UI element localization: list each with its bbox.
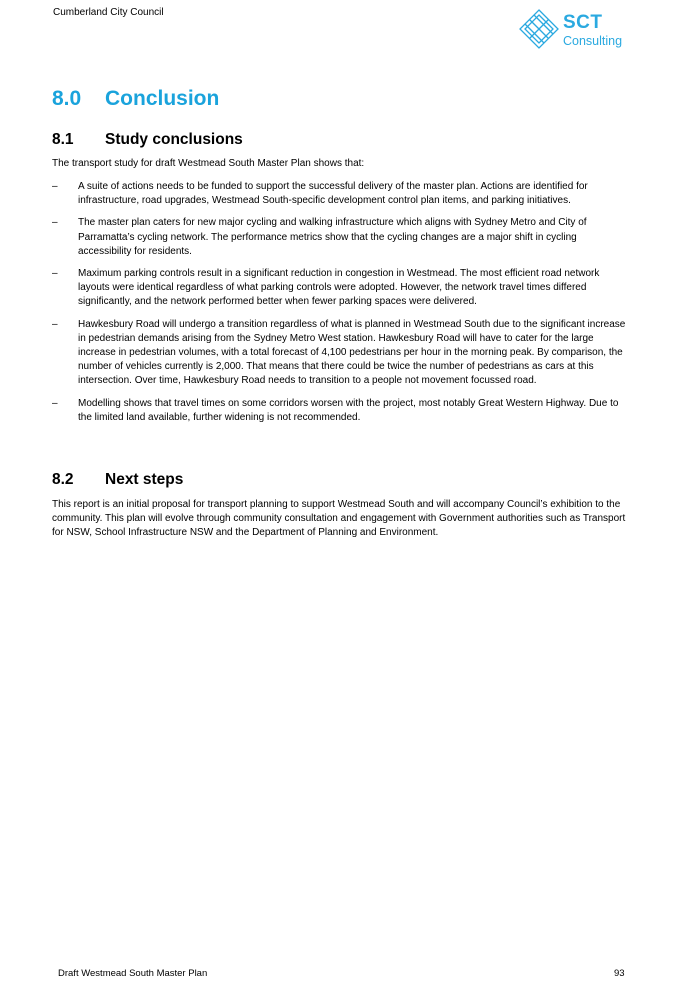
study-intro-paragraph: The transport study for draft Westmead South Master Plan shows that: xyxy=(52,158,365,169)
bullet-dash: – xyxy=(52,181,58,192)
bullet-dash: – xyxy=(52,318,58,330)
list-item xyxy=(52,267,632,310)
next-steps-paragraph: This report is an initial proposal for transport planning to support Westmead South and will accompany Council’s exhibition to the community. This plan will evolve through community consultation and engagement with Government authorities such as Transport for NSW, School Infrastructure NSW and the Department of Planning and Environment. xyxy=(52,499,626,539)
list-item-text: Hawkesbury Road will undergo a transition regardless of what is planned in Westmead South due to the significant increase in pedestrian demands arising from the Sydney Metro West station. Hawkesbury Road will have to cater for the large increase in pedestrian volumes, with a total forecast of 4,100 pedestrians per hour in the morning peak. By comparison, the number of vehicles currently is 2,000. That means that there could be twice the number of pedestrians as cars at this intersection. Over time, Hawkesbury Road needs to transition to a people not movement focussed road. xyxy=(78,318,626,387)
list-item xyxy=(52,397,632,425)
subsection-title: Next steps xyxy=(105,471,184,488)
list-item-text: A suite of actions needs to be funded to support the successful delivery of the master plan. Actions are identified for infrastructure, road upgrades, Westmead South-specific development control plan items, and parking initiatives. xyxy=(78,181,588,207)
logo-brand: SCT xyxy=(563,12,603,33)
section-heading xyxy=(52,87,219,111)
conclusions-list xyxy=(52,180,632,433)
footer-document-title: Draft Westmead South Master Plan xyxy=(58,968,208,979)
list-item xyxy=(52,180,632,208)
subsection-number: 8.1 xyxy=(52,131,74,148)
logo-subtitle: Consulting xyxy=(563,34,623,48)
bullet-dash: – xyxy=(52,268,58,280)
diamond-grid-logo-icon xyxy=(518,8,564,50)
list-item-text: The master plan caters for new major cycling and walking infrastructure which aligns with Sydney Metro and City of Parramatta’s cycling network. The performance metrics show that the cycling changes are a major shift in cycling accessibility for residents. xyxy=(78,217,587,257)
list-item xyxy=(52,318,632,389)
subsection-heading-next-steps xyxy=(52,471,183,489)
subsection-heading-study-conclusions xyxy=(52,131,243,149)
sct-consulting-logo xyxy=(518,8,638,50)
section-number: 8.0 xyxy=(52,87,82,110)
subsection-number: 8.2 xyxy=(52,471,74,488)
subsection-title: Study conclusions xyxy=(105,131,243,148)
bullet-dash: – xyxy=(52,217,58,229)
list-item-text: Maximum parking controls result in a significant reduction in congestion in Westmead. The most efficient road network layouts were identical regardless of what parking controls were adopted. However, the network travel times differed significantly, and the network performed better when fewer parking spaces were delivered. xyxy=(78,268,600,308)
list-item-text: Modelling shows that travel times on some corridors worsen with the project, most notably Great Western Highway. Due to the limited land available, further widening is not recommended. xyxy=(78,397,619,423)
header-organization: Cumberland City Council xyxy=(53,7,164,18)
list-item xyxy=(52,216,632,259)
section-title: Conclusion xyxy=(105,87,220,110)
footer-page-number: 93 xyxy=(614,968,625,979)
bullet-dash: – xyxy=(52,397,58,409)
